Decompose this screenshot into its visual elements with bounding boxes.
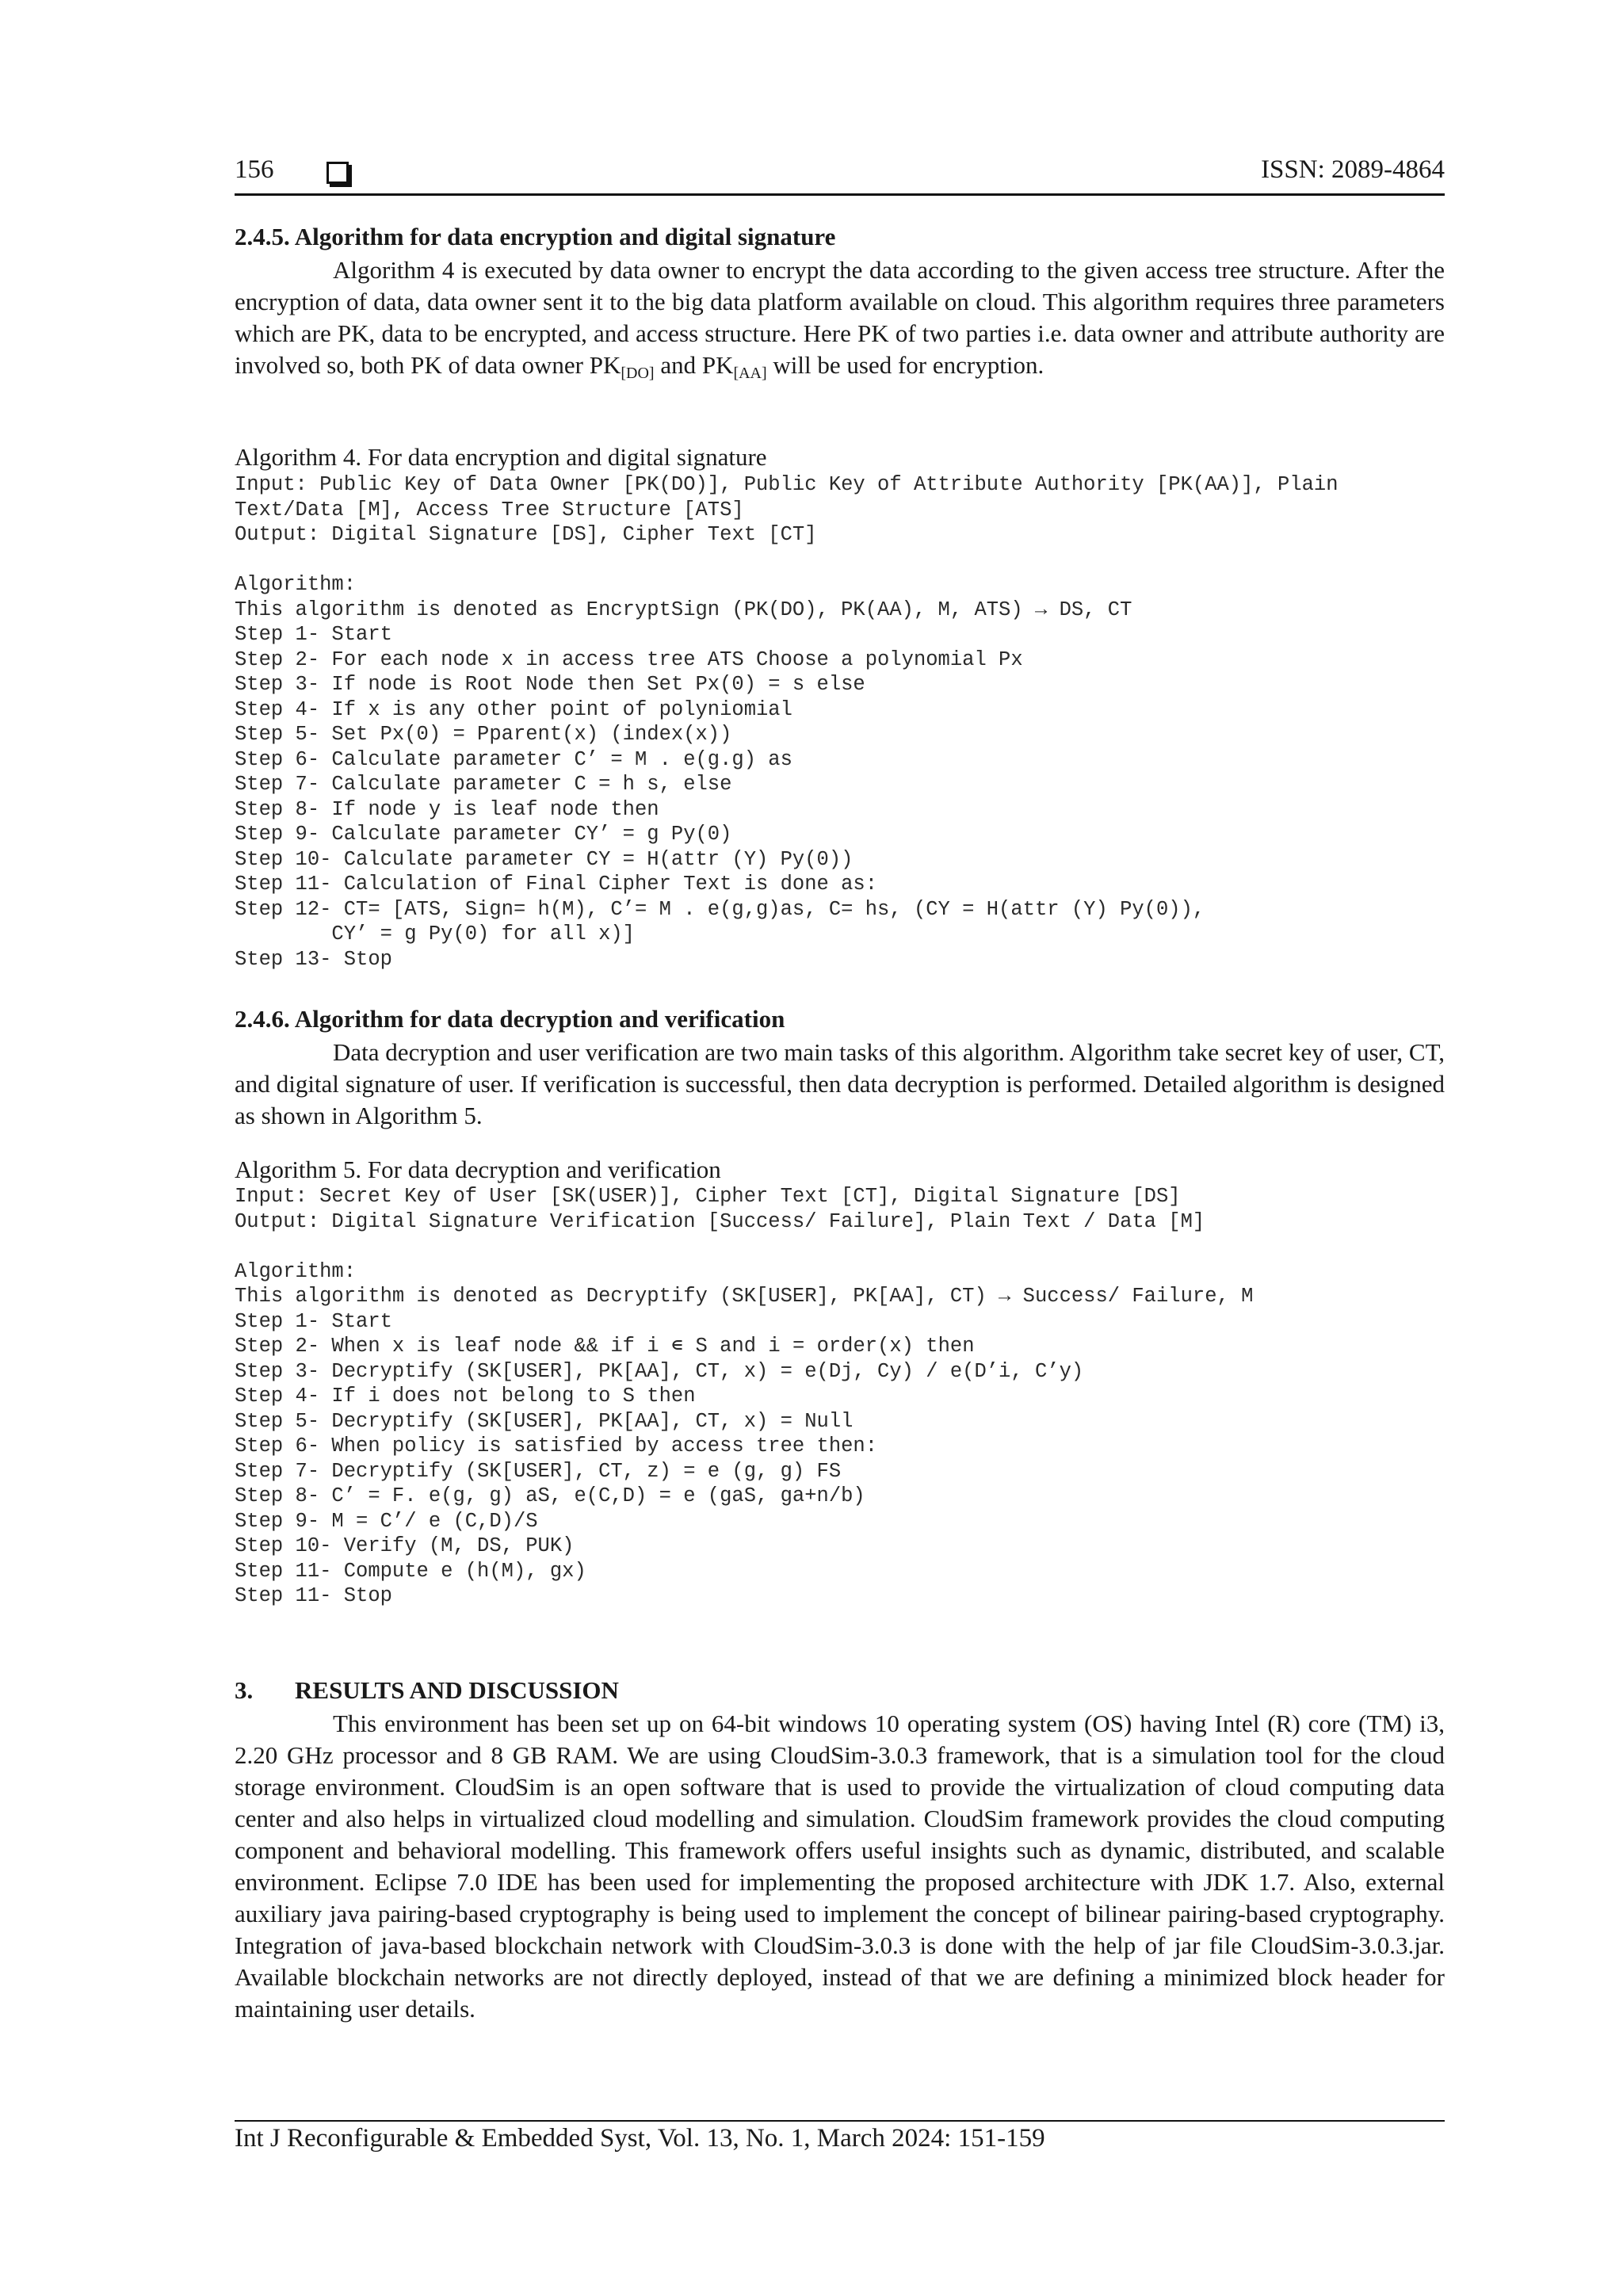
section-title: RESULTS AND DISCUSSION	[295, 1676, 619, 1704]
section-3-paragraph	[235, 1708, 1445, 2025]
code-line: Text/Data [M], Access Tree Structure [ATS]	[235, 498, 744, 521]
code-line	[235, 548, 1445, 573]
code-line: Step 5- Set Px(0) = Pparent(x) (index(x))	[235, 723, 732, 746]
footer-citation: Int J Reconfigurable & Embedded Syst, Vol. 13, No. 1, March 2024: 151-159	[235, 2124, 1045, 2153]
code-line: Step 1- Start	[235, 623, 392, 646]
section-heading-2-4-5: 2.4.5. Algorithm for data encryption and digital signature	[235, 223, 836, 250]
algorithm-4-code	[235, 472, 1445, 972]
paragraph-text: Algorithm 4 is executed by data owner to encrypt the data according to the given access tree structure. After the encryption of data, data owner sent it to the big data platform available on cloud. This algorithm requires three parameters which are PK, data to be encrypted, and access structure. Here PK of two parties i.e. data owner and attribute authority are involved so, both PK of data owner PK	[235, 256, 1445, 379]
code-line: Step 11- Compute e (h(M), gx)	[235, 1559, 586, 1583]
code-line: Input: Secret Key of User [SK(USER)], Cipher Text [CT], Digital Signature [DS]	[235, 1185, 1181, 1208]
code-line: Step 1- Start	[235, 1309, 392, 1333]
page-header	[235, 155, 1445, 195]
paragraph-text: and PK	[654, 351, 734, 379]
code-line: Step 4- If i does not belong to S then	[235, 1385, 696, 1408]
issn-label: ISSN: 2089-4864	[1261, 155, 1445, 184]
code-line: Step 9- Calculate parameter CY’ = g Py(0)	[235, 823, 732, 846]
code-line: This algorithm is denoted as EncryptSign (PK(DO), PK(AA), M, ATS) → DS, CT	[235, 598, 1132, 621]
section-number: 3.	[235, 1676, 254, 1704]
code-line: Step 4- If x is any other point of polyniomial	[235, 697, 792, 721]
paragraph-text: Data decryption and user verification are two main tasks of this algorithm. Algorithm take secret key of user, CT, and digital signature of user. If verification is successful, then data decryption is performed. Detailed algorithm is designed as shown in Algorithm 5.	[235, 1038, 1445, 1129]
code-line: Step 6- When policy is satisfied by access tree then:	[235, 1435, 878, 1457]
code-line: Step 7- Calculate parameter C = h s, else	[235, 773, 732, 796]
code-line: Step 7- Decryptify (SK[USER], CT, z) = e (g, g) FS	[235, 1459, 842, 1483]
header-rule	[235, 193, 1445, 196]
code-line	[235, 1234, 1445, 1259]
code-line: Step 10- Calculate parameter CY = H(attr (Y) Py(0))	[235, 847, 854, 871]
code-line: Step 6- Calculate parameter C’ = M . e(g.g) as	[235, 747, 792, 771]
code-line: Step 11- Calculation of Final Cipher Text is done as:	[235, 873, 878, 896]
code-line: Step 3- Decryptify (SK[USER], PK[AA], CT, x) = e(Dj, Cy) / e(D’i, C’y)	[235, 1359, 1084, 1383]
code-line: Algorithm:	[235, 573, 357, 596]
paragraph-text: will be used for encryption.	[766, 351, 1044, 379]
algorithm-5-code	[235, 1184, 1445, 1609]
code-line: Step 13- Stop	[235, 947, 392, 971]
code-line: Input: Public Key of Data Owner [PK(DO)], Public Key of Attribute Authority [PK(AA)], Plain	[235, 473, 1338, 496]
checkbox-square-icon	[327, 162, 349, 184]
algorithm-4-title: Algorithm 4. For data encryption and digital signature	[235, 443, 767, 471]
page-number: 156	[235, 155, 274, 184]
footer-rule	[235, 2120, 1445, 2122]
code-line: Step 11- Stop	[235, 1584, 392, 1607]
code-line: Step 8- If node y is leaf node then	[235, 797, 659, 821]
code-line: Algorithm:	[235, 1259, 357, 1283]
code-line: Step 12- CT= [ATS, Sign= h(M), C’= M . e(g,g)as, C= hs, (CY = H(attr (Y) Py(0)),	[235, 897, 1205, 921]
code-line: CY’ = g Py(0) for all x)]	[235, 923, 635, 946]
section-2-4-5-paragraph	[235, 254, 1445, 381]
section-heading-3	[235, 1676, 619, 1705]
code-line: Step 5- Decryptify (SK[USER], PK[AA], CT, x) = Null	[235, 1409, 854, 1433]
code-line: This algorithm is denoted as Decryptify (SK[USER], PK[AA], CT) → Success/ Failure, M	[235, 1285, 1254, 1308]
code-line: Step 10- Verify (M, DS, PUK)	[235, 1534, 575, 1557]
code-line: Step 9- M = C’/ e (C,D)/S	[235, 1509, 538, 1533]
code-line: Step 8- C’ = F. e(g, g) aS, e(C,D) = e (gaS, ga+n/b)	[235, 1484, 865, 1507]
section-heading-2-4-6: 2.4.6. Algorithm for data decryption and verification	[235, 1005, 785, 1033]
section-2-4-6-paragraph	[235, 1037, 1445, 1132]
subscript-do: [DO]	[621, 365, 655, 382]
code-line: Step 3- If node is Root Node then Set Px(0) = s else	[235, 673, 865, 696]
paragraph-text: This environment has been set up on 64-bit windows 10 operating system (OS) having Intel (R) core (TM) i3, 2.20 GHz processor and 8 GB RAM. We are using CloudSim-3.0.3 framework, that is a simulation tool for the cloud storage environment. CloudSim is an open software that is used to provide the virtualization of cloud computing data center and also helps in virtualized cloud modelling and simulation. CloudSim framework provides the cloud computing component and behavioral modelling. This framework offers useful insights such as dynamic, distributed, and scalable environment. Eclipse 7.0 IDE has been used for implementing the proposed architecture with JDK 1.7. Also, external auxiliary java pairing-based cryptography is being used to implement the concept of bilinear pairing-based cryptography. Integration of java-based blockchain network with CloudSim-3.0.3 is done with the help of jar file CloudSim-3.0.3.jar. Available blockchain networks are not directly deployed, instead of that we are defining a minimized block header for maintaining user details.	[235, 1710, 1445, 2023]
algorithm-5-title: Algorithm 5. For data decryption and verification	[235, 1156, 721, 1183]
code-line: Output: Digital Signature Verification [Success/ Failure], Plain Text / Data [M]	[235, 1209, 1205, 1233]
code-line: Step 2- For each node x in access tree ATS Choose a polynomial Px	[235, 648, 1023, 671]
code-line: Step 2- When x is leaf node && if i ∊ S and i = order(x) then	[235, 1335, 975, 1358]
subscript-aa: [AA]	[733, 365, 767, 382]
code-line: Output: Digital Signature [DS], Cipher Text [CT]	[235, 523, 817, 546]
